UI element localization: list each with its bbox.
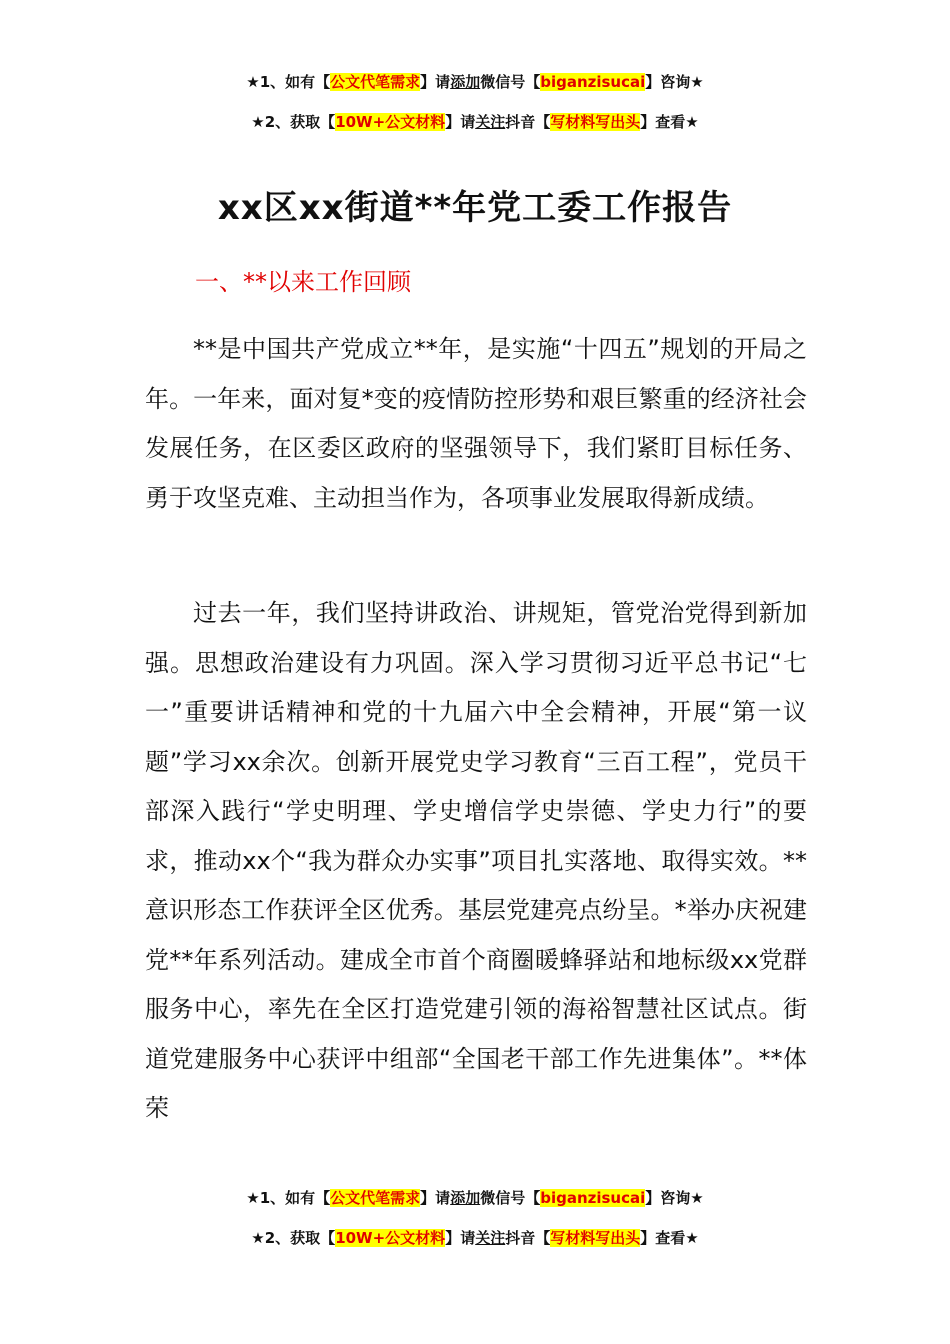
banner-underline: 关注	[475, 113, 506, 131]
banner-text: 】请	[445, 113, 476, 131]
banner-underline: 添加	[450, 1189, 481, 1207]
banner-text: ★2、获取【	[251, 113, 336, 131]
top-banner-line-2	[0, 111, 950, 133]
body-paragraph-2: 过去一年，我们坚持讲政治、讲规矩，管党治党得到新加强。思想政治建设有力巩固。深入学习贯彻习近平总书记“七一”重要讲话精神和党的十九届六中全会精神，开展“第一议题”学习xx余次。创新开展党史学习教育“三百工程”，党员干部深入践行“学史明理、学史增信学史崇德、学史力行”的要求，推动xx个“我为群众办实事”项目扎实落地、取得实效。**意识形态工作获评全区优秀。基层党建亮点纷呈。*举办庆祝建党**年系列活动。建成全市首个商圈暖蜂驿站和地标级xx党群服务中心，率先在全区打造党建引领的海裕智慧社区试点。街道党建服务中心获评中组部“全国老干部工作先进集体”。**体荣	[145, 599, 807, 1122]
document-title: xx区xx街道**年党工委工作报告	[217, 188, 733, 228]
banner-text: 微信号【	[480, 1189, 541, 1207]
banner-douyin-id: 写材料写出头	[550, 1229, 641, 1247]
banner-text: 微信号【	[480, 73, 541, 91]
banner-text: 抖音【	[505, 113, 551, 131]
section-heading: 一、**以来工作回顾	[195, 268, 411, 296]
banner-underline: 关注	[475, 1229, 506, 1247]
body-paragraph-1: **是中国共产党成立**年，是实施“十四五”规划的开局之年。一年来，面对复*变的疫情防控形势和艰巨繁重的经济社会发展任务，在区委区政府的坚强领导下，我们紧盯目标任务、勇于攻坚克难、主动担当作为，各项事业发展取得新成绩。	[145, 335, 807, 512]
banner-text: 】咨询★	[645, 1189, 704, 1207]
banner-text: ★1、如有【	[246, 1189, 331, 1207]
banner-text: ★1、如有【	[246, 73, 331, 91]
banner-text: 】查看★	[640, 113, 699, 131]
banner-text: 】咨询★	[645, 73, 704, 91]
banner-text: 抖音【	[505, 1229, 551, 1247]
banner-wechat-id: biganzisucai	[540, 73, 646, 91]
banner-text: 】查看★	[640, 1229, 699, 1247]
banner-text: 】请	[445, 1229, 476, 1247]
bottom-banner-line-1	[0, 1187, 950, 1209]
banner-wechat-id: biganzisucai	[540, 1189, 646, 1207]
banner-underline: 添加	[450, 73, 481, 91]
banner-highlight: 公文代笔需求	[330, 73, 421, 91]
top-banner-line-1	[0, 71, 950, 93]
banner-text: 】请	[420, 1189, 451, 1207]
banner-highlight: 10W+公文材料	[335, 1229, 446, 1247]
banner-text: 】请	[420, 73, 451, 91]
bottom-banner-line-2	[0, 1227, 950, 1249]
banner-text: ★2、获取【	[251, 1229, 336, 1247]
banner-highlight: 公文代笔需求	[330, 1189, 421, 1207]
banner-highlight: 10W+公文材料	[335, 113, 446, 131]
banner-douyin-id: 写材料写出头	[550, 113, 641, 131]
